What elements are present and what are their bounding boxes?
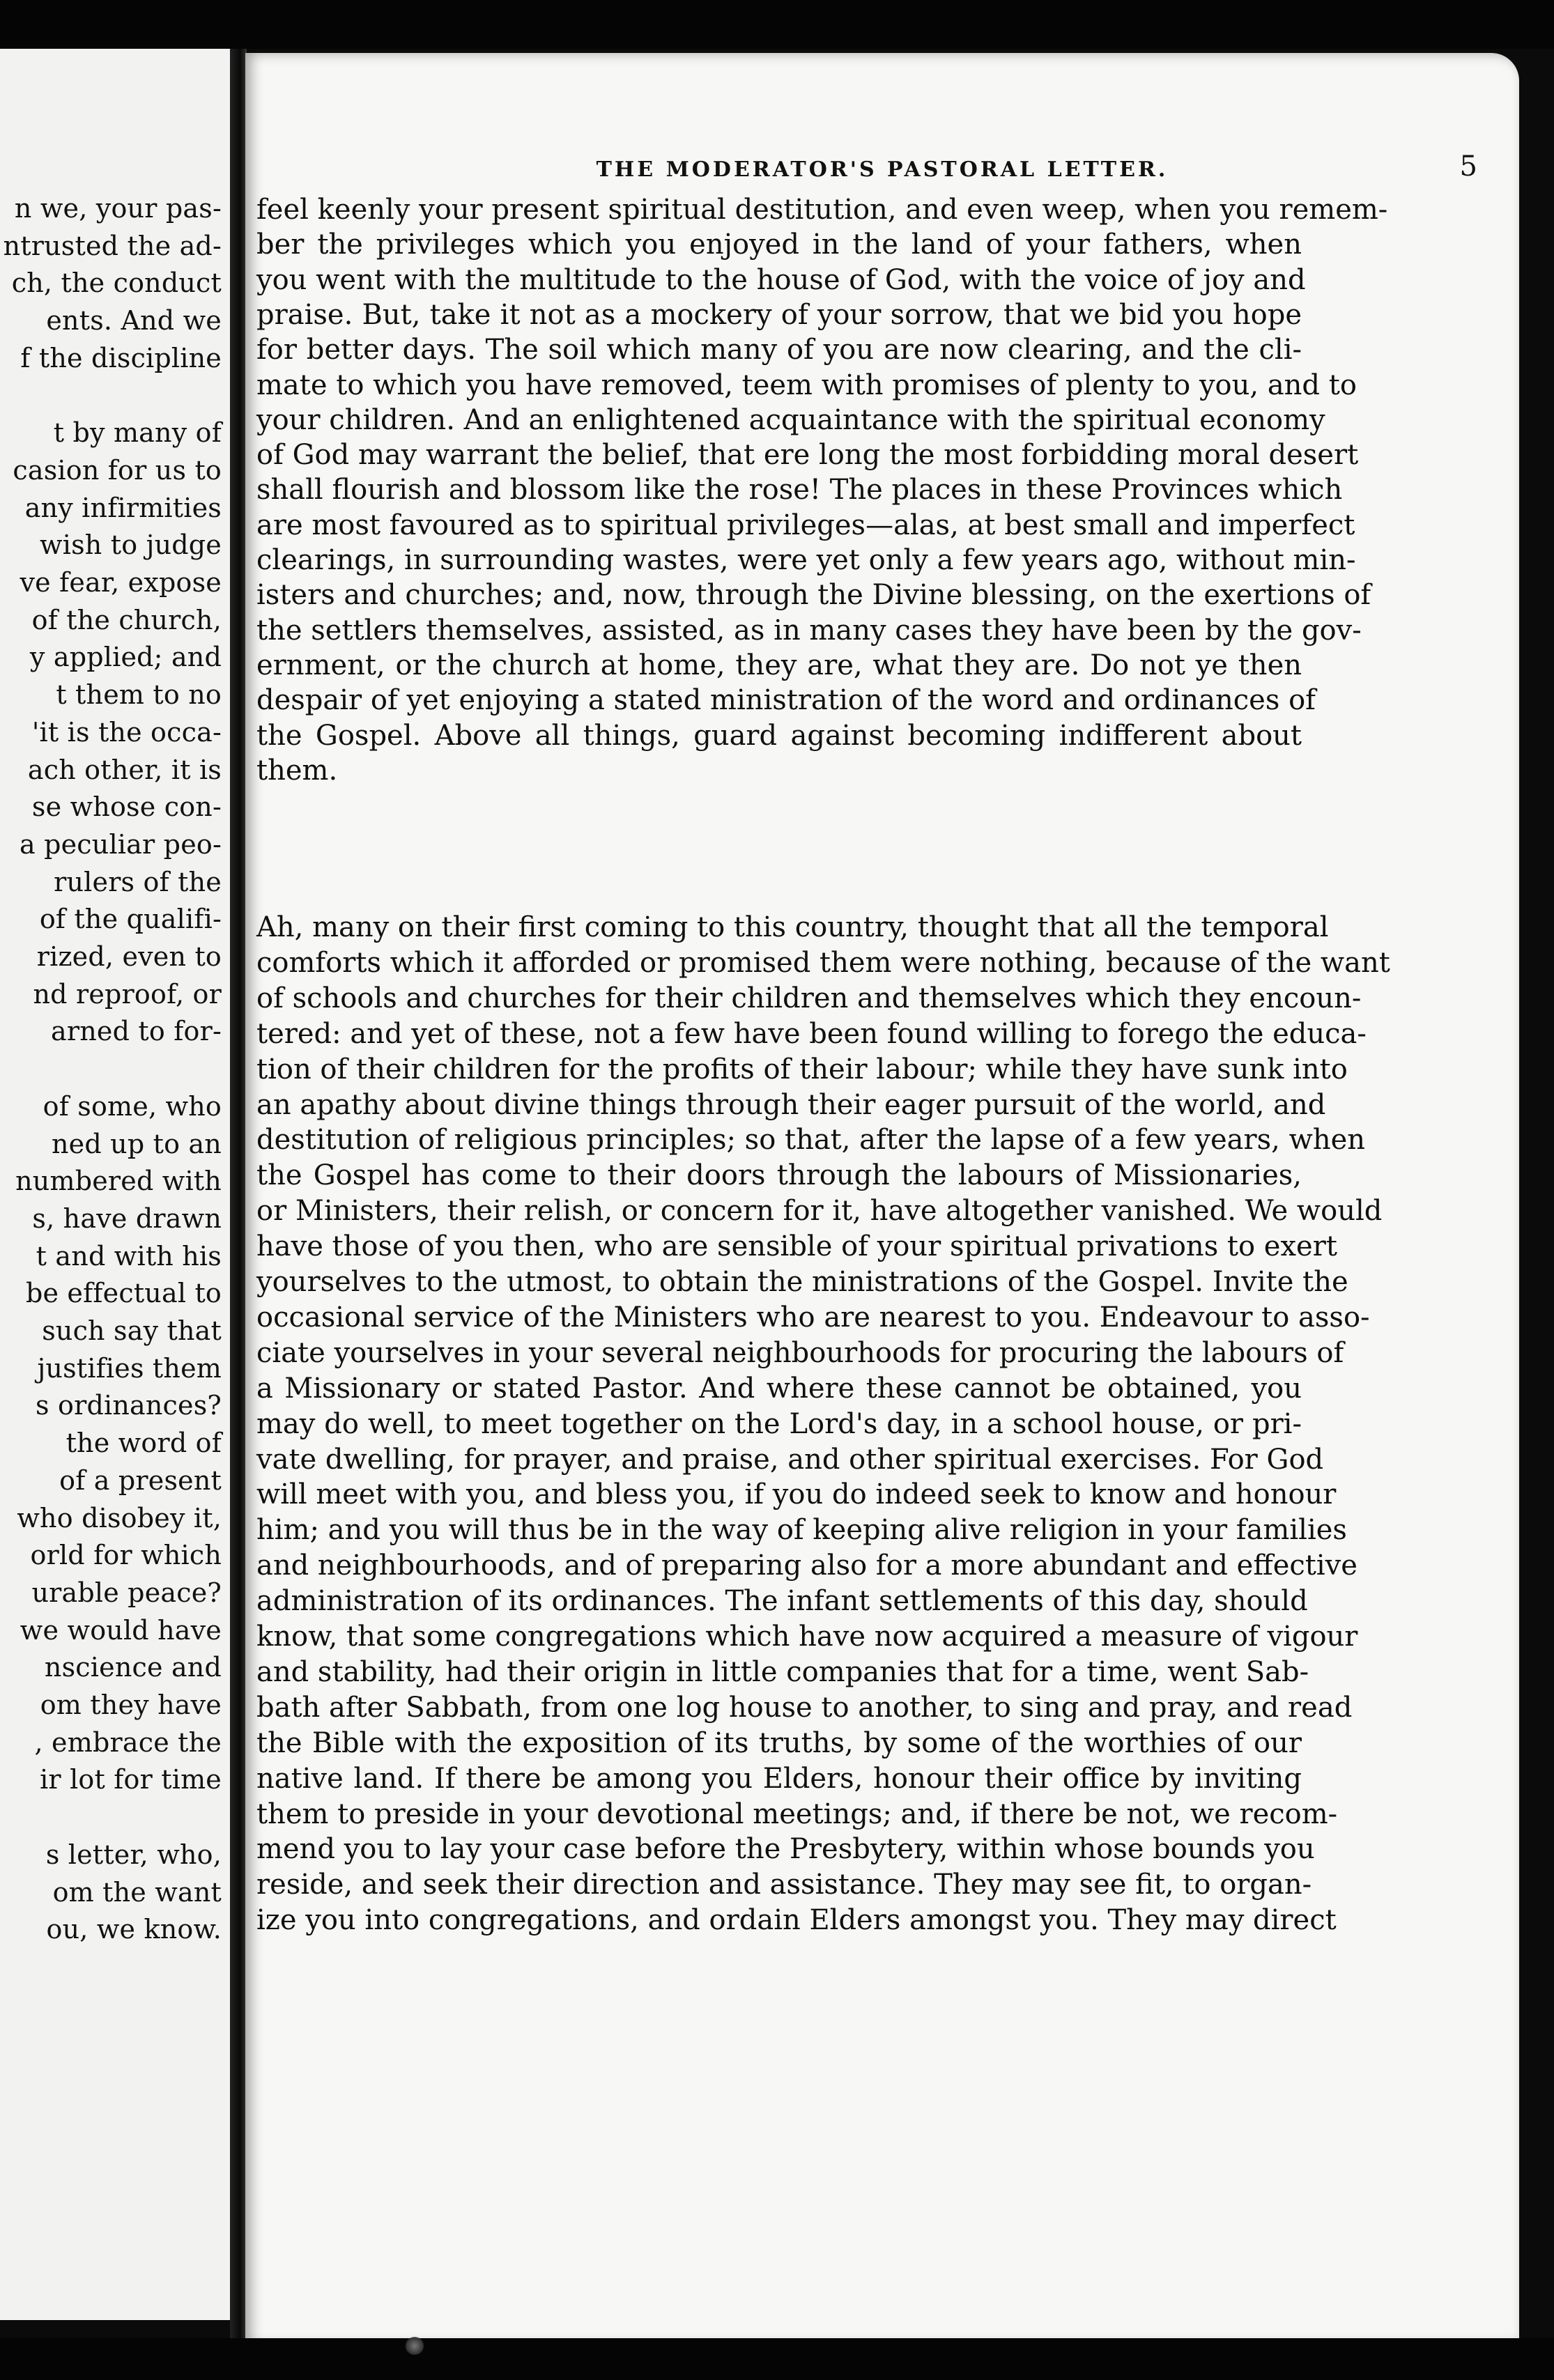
facing-page-line: of the church, (31, 604, 222, 635)
paragraph-1-line: them. (256, 754, 338, 787)
facing-page-line: se whose con- (31, 791, 222, 823)
paragraph-2-line: reside, and seek their direction and assistance. They may see fit, to organ- (256, 1869, 1312, 1901)
facing-page-line: ach other, it is (27, 754, 222, 785)
paragraph-1-line: despair of yet enjoying a stated ministration of the word and ordinances of (256, 684, 1316, 717)
facing-page-line: f the discipline (20, 342, 222, 373)
facing-page-line: n we, your pas- (14, 193, 222, 224)
facing-page-line: orld for which (30, 1540, 222, 1571)
facing-page-line: ntrusted the ad- (3, 230, 222, 261)
facing-page-line: s letter, who, (45, 1839, 222, 1870)
paragraph-2-line: of schools and churches for their children and themselves which they encoun- (256, 982, 1362, 1014)
facing-page-line: ve fear, expose (20, 567, 222, 598)
paragraph-2-line: administration of its ordinances. The infant settlements of this day, should (256, 1585, 1308, 1618)
facing-page-line: who disobey it, (17, 1502, 222, 1533)
paragraph-2-line: native land. If there be among you Elders, honour their office by inviting (256, 1762, 1302, 1795)
facing-page-line: , embrace the (34, 1726, 222, 1758)
paragraph-1-line: ber the privileges which you enjoyed in the land of your fathers, when (256, 229, 1302, 261)
paragraph-1-line: the settlers themselves, assisted, as in many cases they have been by the gov- (256, 614, 1362, 647)
paragraph-2-line: yourselves to the utmost, to obtain the ministrations of the Gospel. Invite the (256, 1266, 1348, 1298)
facing-page-line: nscience and (44, 1652, 222, 1683)
paragraph-1-line: are most favoured as to spiritual privileges—alas, at best small and imperfect (256, 509, 1355, 541)
facing-page-line: ou, we know. (46, 1914, 222, 1945)
paragraph-2-line: will meet with you, and bless you, if you do indeed seek to know and honour (256, 1478, 1337, 1511)
paragraph-1-line: mate to which you have removed, teem with promises of plenty to you, and to (256, 369, 1357, 401)
facing-page-line: the word of (66, 1428, 222, 1459)
facing-page-line: ir lot for time (40, 1764, 222, 1795)
facing-page-line: arned to for- (51, 1016, 222, 1047)
facing-page-line: 'it is the occa- (31, 716, 222, 748)
paragraph-1-line: ernment, or the church at home, they are, what they are. Do not ye then (256, 649, 1302, 681)
paragraph-1-line: feel keenly your present spiritual destitution, and even weep, when you remem- (256, 194, 1388, 226)
facing-page-line: we would have (20, 1614, 222, 1646)
paragraph-2-line: ciate yourselves in your several neighbourhoods for procuring the labours of (256, 1336, 1344, 1369)
facing-page-line: y applied; and (29, 642, 222, 673)
paragraph-1-line: the Gospel. Above all things, guard against becoming indifferent about (256, 719, 1302, 752)
facing-page-line: casion for us to (13, 454, 222, 486)
paragraph-2-line: may do well, to meet together on the Lord's day, in a school house, or pri- (256, 1407, 1302, 1440)
paragraph-2-line: him; and you will thus be in the way of keeping alive religion in your families (256, 1514, 1347, 1547)
scan-top-border (0, 0, 1554, 49)
paragraph-2-line: tered: and yet of these, not a few have been found willing to forego the educa- (256, 1017, 1367, 1050)
paragraph-2-line: an apathy about divine things through their eager pursuit of the world, and (256, 1088, 1326, 1121)
facing-page-line: wish to judge (40, 530, 222, 561)
paragraph-1-line: your children. And an enlightened acquaintance with the spiritual economy (256, 403, 1325, 436)
paragraph-2-line: vate dwelling, for prayer, and praise, and other spiritual exercises. For God (256, 1443, 1324, 1476)
facing-page-line: of some, who (43, 1090, 222, 1122)
facing-page-line: t by many of (53, 417, 222, 449)
facing-page-line: t and with his (36, 1240, 222, 1272)
paragraph-2-line: occasional service of the Ministers who are nearest to you. Endeavour to asso- (256, 1301, 1370, 1334)
main-page (245, 53, 1519, 2345)
facing-page-line: such say that (42, 1315, 222, 1346)
facing-page-line: nd reproof, or (33, 978, 222, 1010)
facing-page-line: om the want (52, 1876, 222, 1908)
running-head: THE MODERATOR'S PASTORAL LETTER. (596, 157, 1169, 182)
paragraph-2-line: a Missionary or stated Pastor. And where these cannot be obtained, you (256, 1372, 1302, 1405)
facing-page-line: ned up to an (51, 1128, 222, 1159)
paragraph-2-line: have those of you then, who are sensible of your spiritual privations to exert (256, 1230, 1337, 1263)
paragraph-2-line: destitution of religious principles; so that, after the lapse of a few years, when (256, 1124, 1366, 1157)
facing-page-line: ch, the conduct (11, 268, 222, 299)
paragraph-2-line: bath after Sabbath, from one log house to another, to sing and pray, and read (256, 1691, 1353, 1724)
facing-page-line: s, have drawn (32, 1203, 222, 1234)
page-number: 5 (1459, 150, 1477, 183)
paragraph-2-line: the Gospel has come to their doors through the labours of Missionaries, (256, 1159, 1302, 1192)
facing-page-fragment (0, 49, 230, 2320)
paragraph-2-line: Ah, many on their first coming to this country, thought that all the temporal (256, 911, 1329, 943)
paragraph-2-line: mend you to lay your case before the Presbytery, within whose bounds you (256, 1833, 1315, 1866)
facing-page-line: s ordinances? (36, 1390, 222, 1421)
facing-page-line: urable peace? (31, 1577, 222, 1608)
paragraph-1-line: isters and churches; and, now, through the Divine blessing, on the exertions of (256, 579, 1371, 612)
body-text (245, 53, 1519, 2345)
paragraph-1-line: you went with the multitude to the house of God, with the voice of joy and (256, 263, 1306, 296)
paragraph-1-line: of God may warrant the belief, that ere long the most forbidding moral desert (256, 439, 1359, 472)
facing-page-line: om they have (40, 1690, 222, 1720)
book-gutter (230, 49, 247, 2348)
paragraph-2-line: and stability, had their origin in little companies that for a time, went Sab- (256, 1655, 1309, 1688)
paragraph-2-line: them to preside in your devotional meetings; and, if there be not, we recom- (256, 1798, 1338, 1830)
paragraph-1-line: for better days. The soil which many of you are now clearing, and the cli- (256, 334, 1302, 366)
paragraph-2-line: ize you into congregations, and ordain Elders amongst you. They may direct (256, 1904, 1337, 1937)
facing-page-line: rized, even to (36, 941, 222, 972)
facing-page-line: be effectual to (25, 1278, 222, 1309)
facing-page-line: justifies them (37, 1352, 222, 1384)
paragraph-1-line: clearings, in surrounding wastes, were yet only a few years ago, without min- (256, 544, 1356, 576)
paragraph-2-line: know, that some congregations which have now acquired a measure of vigour (256, 1621, 1358, 1653)
paragraph-2-line: comforts which it afforded or promised them were nothing, because of the want (256, 946, 1390, 979)
paragraph-1-line: shall flourish and blossom like the rose! The places in these Provinces which (256, 474, 1343, 507)
scan-bottom-border (0, 2338, 1554, 2380)
facing-page-line: ents. And we (46, 305, 222, 337)
facing-page-line: any infirmities (24, 492, 222, 523)
paragraph-2-line: the Bible with the exposition of its truths, by some of the worthies of our (256, 1726, 1302, 1759)
facing-page-line: numbered with (15, 1166, 222, 1197)
paragraph-2-line: and neighbourhoods, and of preparing also for a more abundant and effective (256, 1550, 1357, 1582)
paragraph-2-line: or Ministers, their relish, or concern for it, have altogether vanished. We would (256, 1195, 1383, 1228)
facing-page-line: of a present (59, 1465, 222, 1496)
facing-page-line: of the qualifi- (39, 904, 222, 935)
facing-page-line: a peculiar peo- (19, 828, 222, 860)
facing-page-line: rulers of the (54, 866, 222, 897)
paragraph-2-line: tion of their children for the profits of their labour; while they have sunk into (256, 1053, 1348, 1085)
scan-blemish (404, 2337, 425, 2355)
facing-page-line: t them to no (56, 679, 222, 711)
paragraph-1-line: praise. But, take it not as a mockery of your sorrow, that we bid you hope (256, 298, 1302, 331)
